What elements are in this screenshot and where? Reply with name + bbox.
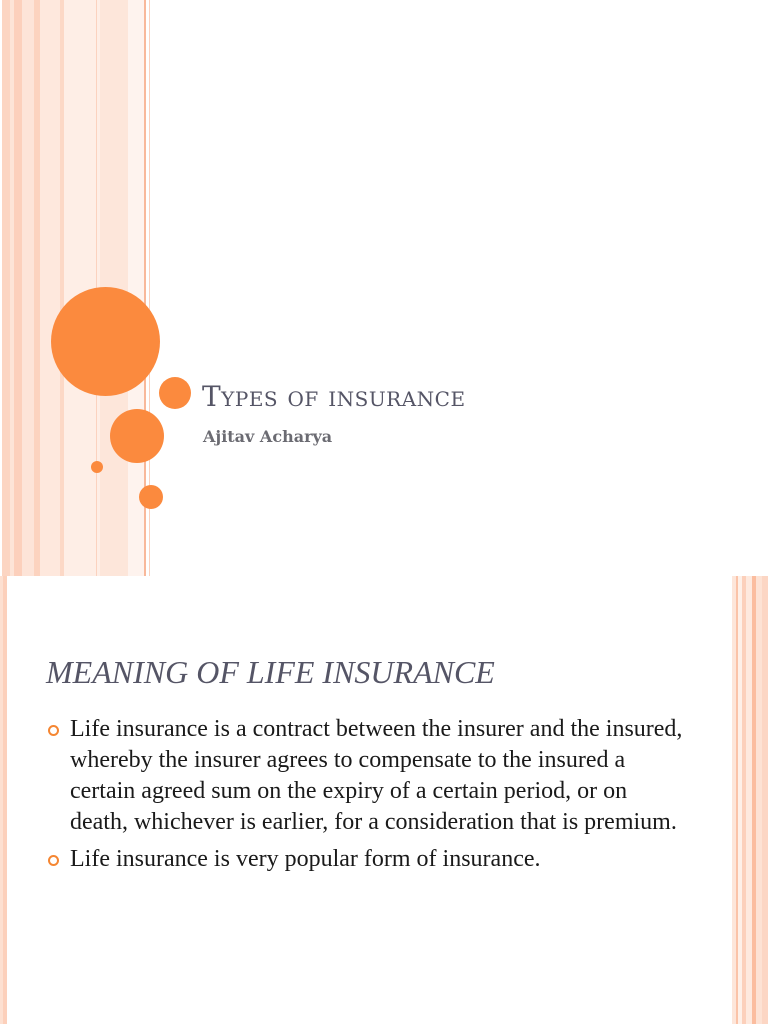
decorative-right-stripe-band bbox=[732, 576, 768, 1024]
decorative-circle-large bbox=[51, 287, 160, 396]
bullet-text: Life insurance is very popular form of insurance. bbox=[70, 846, 541, 872]
decorative-stripe-band bbox=[0, 0, 144, 576]
decorative-left-stripe bbox=[0, 576, 7, 1024]
content-slide bbox=[0, 576, 768, 1024]
list-item bbox=[46, 844, 686, 875]
decorative-circle-small bbox=[139, 485, 163, 509]
decorative-circle-small bbox=[159, 377, 191, 409]
slide-title: Types of insurance bbox=[202, 380, 466, 413]
bullet-text: Life insurance is a contract between the insurer and the insured, whereby the insurer agrees to compensate to the insured a certain agreed sum on the expiry of a certain period, or on death, whichever is earlier, for a consideration that is premium. bbox=[70, 716, 683, 835]
list-item bbox=[46, 714, 686, 838]
hollow-circle-bullet-icon bbox=[48, 855, 59, 866]
bullet-list bbox=[46, 714, 686, 881]
hollow-circle-bullet-icon bbox=[48, 725, 59, 736]
decorative-circle-tiny bbox=[91, 461, 103, 473]
slide-author: Ajitav Acharya bbox=[203, 427, 333, 446]
slide-heading: MEANING OF LIFE INSURANCE bbox=[46, 654, 495, 690]
decorative-circle-medium bbox=[110, 409, 164, 463]
